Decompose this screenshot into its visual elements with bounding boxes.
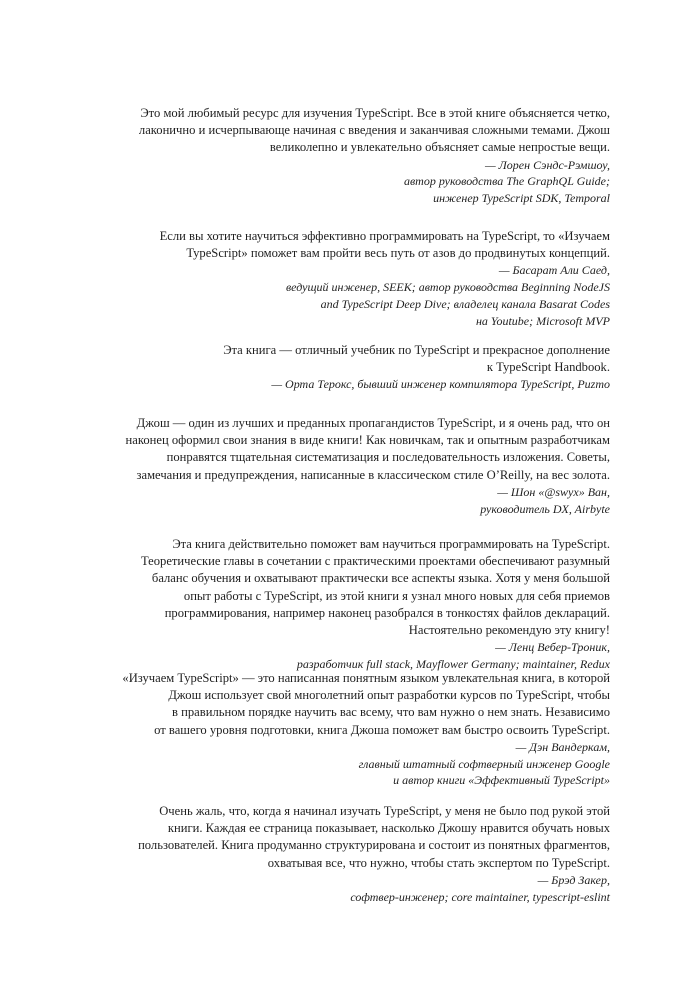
quote-line: Очень жаль, что, когда я начинал изучать TypeScript, у меня не было под рукой этой [159, 804, 610, 818]
review-quote [110, 342, 610, 376]
attribution-line: — Дэн Вандеркам, [515, 739, 610, 754]
review-quote [110, 803, 610, 872]
quote-line: в правильном порядке научить вас всему, что вам нужно о нем знать. Независимо [172, 705, 610, 720]
quote-line: TypeScript» поможет вам пройти весь путь от азов до продвинутых концепций. [186, 246, 610, 261]
quote-line: охватывая все, что нужно, чтобы стать экспертом по TypeScript. [267, 855, 610, 870]
review-quote [110, 228, 610, 262]
quote-line: Эта книга — отличный учебник по TypeScript и прекрасное дополнение [223, 343, 610, 357]
quote-line: Настоятельно рекомендую эту книгу! [408, 623, 610, 638]
review-5 [110, 536, 610, 673]
quote-line: замечания и предупреждения, написанные в классическом стиле O’Reilly, на вес золота. [136, 467, 610, 482]
quote-line: к TypeScript Handbook. [486, 360, 610, 375]
attribution-line: главный штатный софтверный инженер Google [358, 756, 610, 771]
attribution-line: — Брэд Закер, [537, 872, 610, 887]
attribution-line: руководитель DX, Airbyte [480, 501, 610, 516]
attribution-line: ведущий инженер, SEEK; автор руководства Beginning NodeJS [285, 280, 610, 295]
quote-line: «Изучаем TypeScript» — это написанная понятным языком увлекательная книга, в которой [122, 671, 610, 685]
quote-line: Это мой любимый ресурс для изучения TypeScript. Все в этой книге объясняется четко, [140, 106, 610, 120]
attribution-line: инженер TypeScript SDK, Temporal [433, 191, 610, 206]
review-quote [110, 415, 610, 484]
review-quote [110, 536, 610, 639]
review-6 [110, 670, 610, 789]
attribution-line: софтвер-инженер; core maintainer, typescript-eslint [350, 889, 610, 904]
review-attribution [110, 484, 610, 518]
attribution-line: на Youtube; Microsoft MVP [475, 313, 610, 328]
attribution-line: — Орта Терокс, бывший инженер компилятора TypeScript, Puzmo [271, 377, 610, 392]
quote-line: Джош использует свой многолетний опыт разработки курсов по TypeScript, чтобы [168, 688, 610, 703]
quote-line: книги. Каждая ее страница показывает, насколько Джошу нравится обучать новых [167, 821, 610, 836]
review-7 [110, 803, 610, 905]
review-attribution [110, 157, 610, 207]
review-2 [110, 228, 610, 330]
review-1 [110, 105, 610, 207]
quote-line: Эта книга действительно поможет вам научиться программировать на TypeScript. [172, 537, 610, 551]
attribution-line: автор руководства The GraphQL Guide; [403, 174, 610, 189]
quote-line: наконец оформил свои знания в виде книги! Как новичкам, так и опытным разработчикам [125, 433, 610, 448]
review-attribution [110, 739, 610, 789]
attribution-line: — Ленц Вебер-Троник, [495, 640, 610, 655]
attribution-line: разработчик full stack, Mayflower Germany; maintainer, Redux [296, 657, 610, 672]
attribution-line: — Басарат Али Саед, [498, 263, 610, 278]
quote-line: опыт работы с TypeScript, из этой книги я узнал много новых для себя приемов [183, 588, 610, 603]
attribution-line: — Лорен Сэндс-Рэмшоу, [485, 157, 610, 172]
quote-line: Джош — один из лучших и преданных пропагандистов TypeScript, и я очень рад, что он [136, 416, 610, 430]
quote-line: баланс обучения и охватывают практически все аспекты языка. Хотя у меня большой [151, 571, 610, 586]
review-attribution [110, 376, 610, 393]
review-3 [110, 342, 610, 393]
quote-line: пользователей. Книга продуманно структурирована и состоит из понятных фрагментов, [138, 838, 610, 853]
attribution-line: и автор книги «Эффективный TypeScript» [393, 773, 610, 788]
review-attribution [110, 262, 610, 329]
quote-line: лаконично и исчерпывающе начиная с введения и заканчивая сложными темами. Джош [138, 123, 610, 138]
quote-line: Теоретические главы в сочетании с практическими проектами обеспечивают разумный [140, 554, 610, 569]
review-quote [110, 670, 610, 739]
quote-line: Если вы хотите научиться эффективно программировать на TypeScript, то «Изучаем [159, 229, 610, 243]
review-quote [110, 105, 610, 157]
quote-line: от вашего уровня подготовки, книга Джоша поможет вам быстро освоить TypeScript. [154, 722, 610, 737]
quote-line: программирования, например наконец разобрался в тонкостях файлов деклараций. [164, 605, 610, 620]
quote-line: великолепно и увлекательно объясняет самые непростые вещи. [269, 140, 610, 155]
quote-line: понравятся тщательная систематизация и последовательность изложения. Советы, [166, 450, 610, 465]
review-4 [110, 415, 610, 517]
review-attribution [110, 639, 610, 673]
review-attribution [110, 872, 610, 906]
attribution-line: and TypeScript Deep Dive; владелец канала Basarat Codes [320, 297, 610, 311]
attribution-line: — Шон «@swyx» Ван, [497, 484, 610, 499]
